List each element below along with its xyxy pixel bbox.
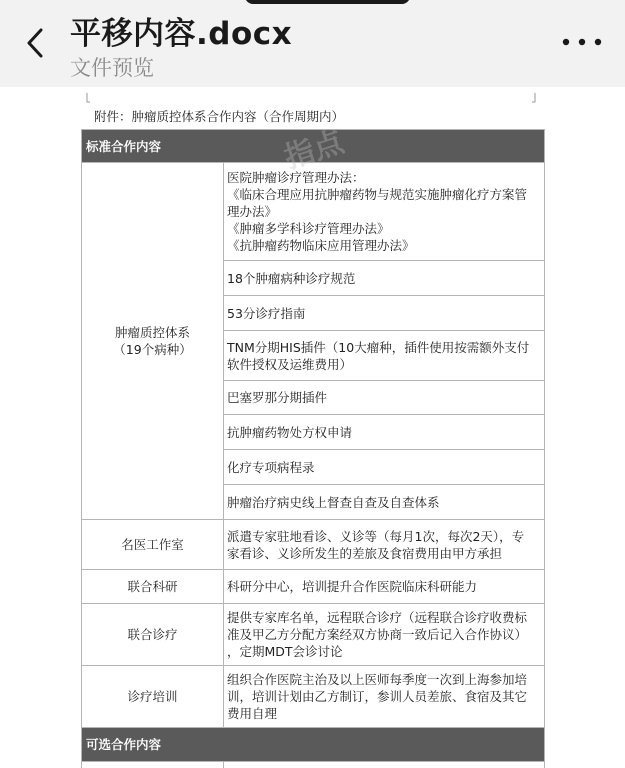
studio-cell [224,520,545,570]
qc-system-cell [82,163,224,520]
crop-mark-left [78,93,90,105]
qc-item-line: TNM分期HIS插件（10大瘤种，插件使用按需额外支付 [227,339,530,355]
table-row [82,666,545,728]
consult-line: ，定期MDT会诊讨论 [227,644,343,659]
research-cell [224,570,545,604]
qc-item-line: 《临床合理应用抗肿瘤药物与规范实施肿瘤化疗方案管 [227,187,528,202]
research-line: 科研分中心，培训提升合作医院临床科研能力 [227,579,478,594]
file-title: 平移内容.docx [70,16,293,52]
status-notch [245,0,410,4]
table-row [82,762,545,768]
crop-mark-right [532,93,544,105]
qc-item-line: 理办法》 [227,204,278,219]
consult-line: 提供专家库名单，远程联合诊疗（远程联合诊疗收费标 [227,610,528,625]
qc-item-cell [224,261,545,296]
qc-item-cell [224,296,545,331]
more-dots-icon [560,37,604,47]
studio-label: 名医工作室 [82,520,224,570]
qc-item-line: 化疗专项病程录 [227,459,315,475]
section-optional-heading: 可选合作内容 [82,728,545,762]
qc-item-cell [224,163,545,261]
section-standard-heading: 标准合作内容 [82,130,545,163]
qc-item-cell [224,331,545,381]
qc-item-line: 软件授权及运维费用） [227,356,353,372]
more-options-button[interactable] [558,27,606,57]
training-cell [224,666,545,728]
qc-item-cell [224,415,545,450]
qc-item-line: 肿瘤治疗病史线上督查自查及自查体系 [227,494,440,510]
consult-cell [224,604,545,666]
qc-item-line: 《肿瘤多学科诊疗管理办法》 [227,221,390,236]
training-label: 诊疗培训 [82,666,224,728]
qc-item-cell [224,450,545,485]
cooperation-table [81,129,545,768]
table-row [82,163,545,261]
empty-cell [82,762,224,768]
studio-line: 派遣专家驻地看诊、义诊等（每月1次，每次2天），专 [227,528,525,544]
preview-header [0,0,625,87]
qc-item-cell [224,381,545,415]
training-line: 组织合作医院主治及以上医师每季度一次到上海参加培 [227,672,528,687]
consult-line: 准及甲乙方分配方案经双方协商一致后记入合作协议） [227,627,528,642]
qc-item-cell [224,485,545,520]
chevron-left-icon [25,27,45,59]
qc-item-line: 医院肿瘤诊疗管理办法： [227,170,365,185]
table-row [82,604,545,666]
research-label: 联合科研 [82,570,224,604]
attachment-caption: 附件：肿瘤质控体系合作内容（合作周期内） [94,109,345,124]
training-line: 训，培训计划由乙方制订，参训人员差旅、食宿及其它 [227,689,528,704]
qc-system-label: 肿瘤质控体系 [114,325,190,340]
table-row [82,520,545,570]
watermark: 指点 [280,124,349,177]
document-page[interactable] [0,87,625,768]
qc-system-sublabel: （19个病种） [113,342,192,357]
qc-item-line: 《抗肿瘤药物临床应用管理办法》 [227,238,415,253]
qc-item-line: 巴塞罗那分期插件 [227,390,328,405]
empty-cell [224,762,545,768]
qc-item-line: 18个肿瘤病种诊疗规范 [227,270,356,286]
training-line: 费用自理 [227,706,278,721]
file-subtitle: 文件预览 [70,56,154,80]
qc-item-line: 53分诊疗指南 [227,305,306,321]
qc-item-line: 抗肿瘤药物处方权申请 [227,424,353,440]
table-row [82,570,545,604]
consult-label: 联合诊疗 [82,604,224,666]
section-header-row [82,728,545,762]
back-button[interactable] [20,26,50,60]
studio-line: 家看诊、义诊所发生的差旅及食宿费用由甲方承担 [227,545,503,561]
